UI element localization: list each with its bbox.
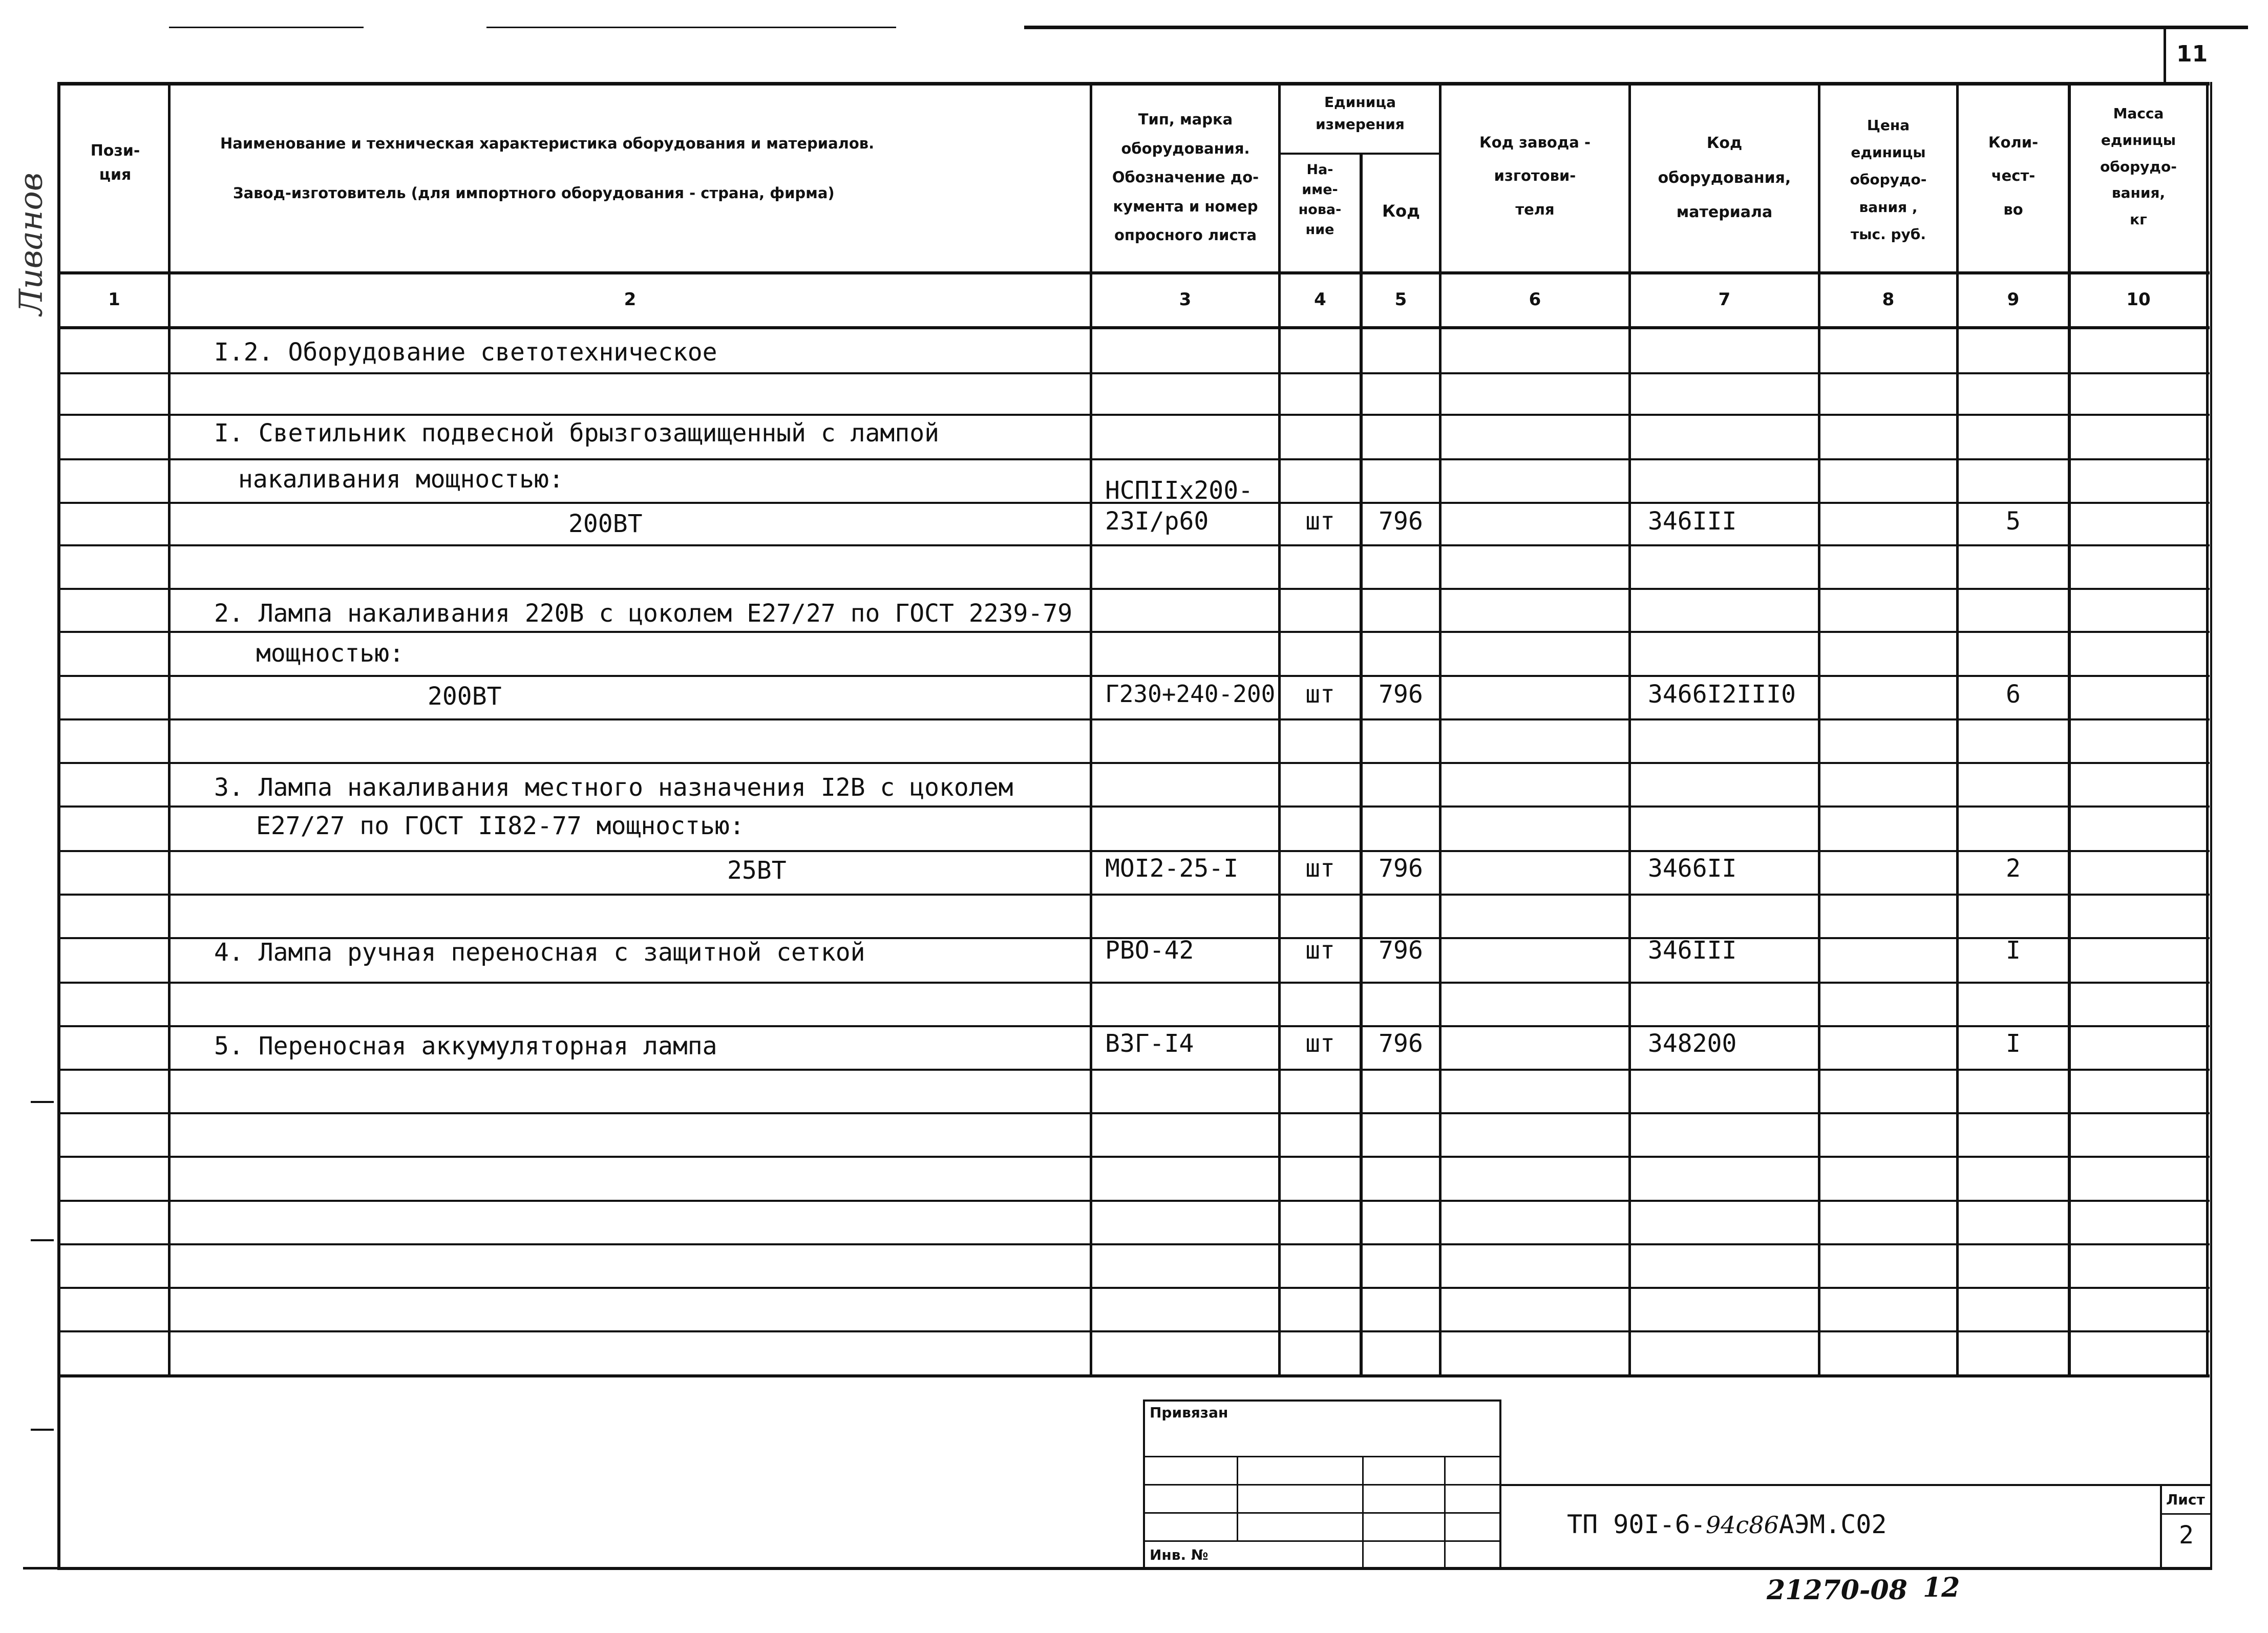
top-rule-left [169, 27, 364, 28]
colnum-1: 1 [108, 289, 120, 310]
colnum-2: 2 [624, 289, 637, 310]
row-line [59, 1287, 2210, 1289]
row-line [59, 414, 2210, 416]
header-unit-name: На- име- нова- ние [1298, 162, 1342, 238]
row-name: I. Светильник подвесной брызгозащищенный с лампой [214, 419, 940, 448]
stamp-inv-label: Инв. № [1150, 1546, 1209, 1563]
row-unit-code: 796 [1379, 1029, 1423, 1058]
row-line [59, 631, 2210, 633]
header-position: Пози- ция [90, 142, 140, 184]
row-type: ВЗГ-I4 [1105, 1029, 1194, 1058]
colnum-bottom-border [59, 326, 2210, 329]
row-name: 2. Лампа накаливания 220В с цоколем Е27/27 по ГОСТ 2239-79 [214, 599, 1073, 628]
stamp-row-2 [1143, 1484, 1501, 1486]
archive-number: 21270-08 [1767, 1575, 1907, 1606]
sheet-bottom-border [57, 1567, 2212, 1570]
row-line [59, 1330, 2210, 1332]
row-type: 23I/р60 [1105, 507, 1209, 536]
document-code-handwritten: 94с86 [1705, 1511, 1779, 1539]
row-name: 5. Переносная аккумуляторная лампа [214, 1032, 717, 1061]
page-number: 11 [2176, 41, 2208, 67]
table-body-bottom [59, 1374, 2210, 1377]
row-unit-code: 796 [1379, 854, 1423, 883]
header-factory-code: Код завода - изготови- теля [1479, 134, 1591, 218]
title-block-top [1501, 1484, 2211, 1486]
row-type: РВО-42 [1105, 936, 1194, 965]
row-type: Г230+240-200 [1105, 680, 1276, 708]
top-rule-mid [486, 27, 896, 28]
colnum-4: 4 [1314, 289, 1326, 310]
header-name-line2: Завод-изготовитель (для импортного оборудования - страна, фирма) [233, 184, 835, 202]
stamp-row-4 [1143, 1540, 1501, 1542]
row-line [59, 372, 2210, 374]
row-qty: 5 [2006, 507, 2021, 536]
sheet-label: Лист [2166, 1491, 2205, 1508]
header-name-line1: Наименование и техническая характеристика оборудования и материалов. [220, 135, 875, 152]
col-line-6 [1628, 82, 1631, 1377]
row-line [59, 1069, 2210, 1071]
table-right-border [2206, 82, 2209, 1377]
row-line [59, 675, 2210, 677]
colnum-3: 3 [1179, 289, 1192, 310]
row-line [59, 588, 2210, 590]
row-name: 200ВТ [568, 510, 643, 538]
row-equip-code: 346III [1648, 936, 1737, 965]
colnum-6: 6 [1529, 289, 1541, 310]
stamp-attached-label: Привязан [1150, 1404, 1228, 1421]
document-code-suffix: АЭМ.С02 [1778, 1510, 1887, 1539]
row-line [59, 1200, 2210, 1202]
row-equip-code: 346III [1648, 507, 1737, 536]
row-name: 25ВТ [727, 856, 787, 885]
sheet-right-border [2210, 82, 2212, 1567]
col-line-8 [1956, 82, 1959, 1377]
section-title: I.2. Оборудование светотехническое [214, 338, 717, 367]
header-quantity: Коли- чест- во [1988, 134, 2039, 218]
header-price: Цена единицы оборудо- вания , тыс. руб. [1850, 117, 1927, 243]
row-line [59, 982, 2210, 984]
stamp-col-2 [1362, 1456, 1364, 1568]
row-qty: 2 [2006, 854, 2021, 883]
row-unit: шт [1305, 680, 1335, 709]
row-name: накаливания мощностью: [238, 465, 564, 494]
row-name: 200ВТ [428, 682, 502, 711]
row-line [59, 1025, 2210, 1027]
row-line [59, 1243, 2210, 1245]
row-qty: I [2006, 936, 2021, 965]
row-line [59, 718, 2210, 720]
row-name: 4. Лампа ручная переносная с защитной сеткой [214, 938, 865, 967]
sheet-number: 2 [2179, 1521, 2194, 1550]
header-unit-code: Код [1382, 201, 1420, 221]
margin-note: Ливанов [12, 173, 50, 315]
document-code [1567, 1510, 1887, 1539]
col-line-4 [1360, 154, 1363, 1377]
col-line-1 [168, 82, 171, 1377]
colnum-8: 8 [1882, 289, 1895, 310]
stamp-row-1 [1143, 1456, 1501, 1457]
row-line [59, 1112, 2210, 1114]
stamp-col-3 [1444, 1456, 1446, 1568]
row-unit: шт [1305, 936, 1335, 965]
footer-page: 12 [1923, 1572, 1960, 1603]
row-unit-code: 796 [1379, 680, 1423, 709]
margin-tick [31, 1101, 54, 1103]
row-name: 3. Лампа накаливания местного назначения I2В с цоколем [214, 773, 1013, 802]
row-equip-code: 3466II [1648, 854, 1737, 883]
col-line-5 [1439, 82, 1442, 1377]
margin-tick [31, 1429, 54, 1431]
row-unit: шт [1305, 507, 1335, 536]
row-unit-code: 796 [1379, 507, 1423, 536]
top-rule-right [1024, 26, 2248, 29]
row-qty: 6 [2006, 680, 2021, 709]
header-equipment-code: Код оборудования, материала [1658, 134, 1791, 221]
row-name: мощностью: [256, 639, 404, 668]
unit-group-split [1278, 153, 1441, 155]
row-line [59, 762, 2210, 764]
col-line-9 [2068, 82, 2071, 1377]
row-unit: шт [1305, 1029, 1335, 1058]
margin-tick [31, 1239, 54, 1241]
document-code-prefix: ТП 90I-6- [1567, 1510, 1706, 1539]
header-bottom-border [59, 271, 2210, 274]
row-equip-code: 348200 [1648, 1029, 1737, 1058]
colnum-5: 5 [1394, 289, 1407, 310]
sheet-box-left [2160, 1484, 2162, 1568]
row-line [59, 1156, 2210, 1158]
row-type: МОI2-25-I [1105, 854, 1239, 883]
col-line-3 [1278, 82, 1281, 1377]
row-equip-code: 3466I2III0 [1648, 680, 1796, 709]
row-type: НСПIIх200- [1105, 476, 1253, 505]
row-line [59, 894, 2210, 896]
row-qty: I [2006, 1029, 2021, 1058]
header-mass: Масса единицы оборудо- вания, кг [2100, 105, 2177, 228]
row-unit: шт [1305, 854, 1335, 883]
stamp-row-3 [1143, 1512, 1501, 1514]
colnum-10: 10 [2126, 289, 2151, 310]
col-line-2 [1090, 82, 1092, 1377]
sheet-box-split [2160, 1513, 2211, 1515]
row-line [59, 544, 2210, 546]
row-unit-code: 796 [1379, 936, 1423, 965]
bottom-left-extension [23, 1567, 59, 1570]
stamp-col-1 [1237, 1456, 1238, 1540]
table-top-border [59, 82, 2210, 86]
row-line [59, 850, 2210, 852]
row-line [59, 458, 2210, 460]
colnum-7: 7 [1718, 289, 1731, 310]
header-type: Тип, марка оборудования. Обозначение до- кумента и номер опросного листа [1112, 111, 1259, 244]
row-line [59, 805, 2210, 808]
stamp-top [1143, 1399, 1501, 1402]
page-number-box-left [2164, 26, 2166, 83]
colnum-9: 9 [2007, 289, 2020, 310]
col-line-7 [1818, 82, 1820, 1377]
header-unit-group: Единица измерения [1316, 94, 1405, 133]
row-name: Е27/27 по ГОСТ II82-77 мощностью: [256, 812, 745, 840]
